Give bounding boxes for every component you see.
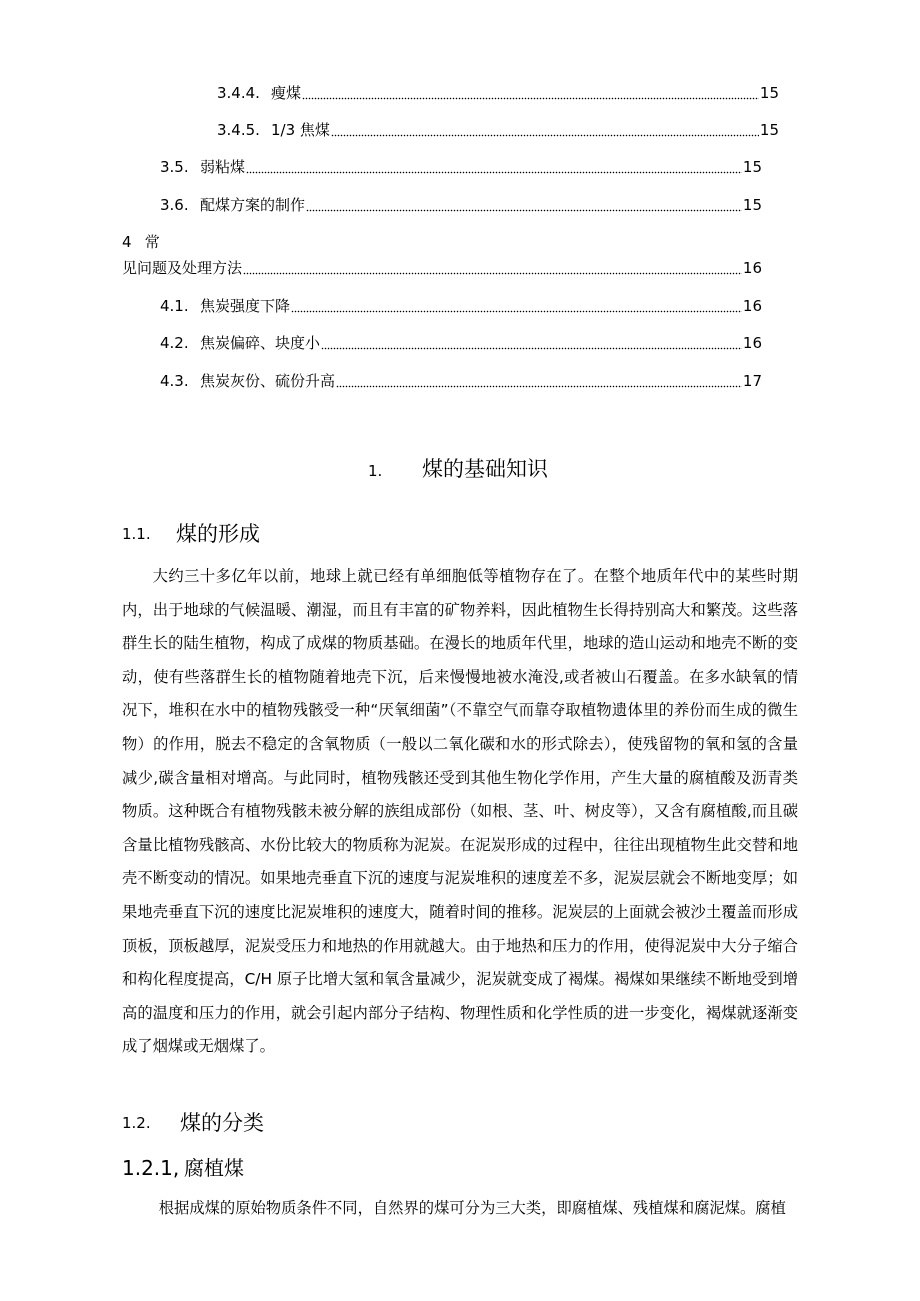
toc-number: 3.6. <box>160 196 189 214</box>
toc-title: 焦炭强度下降 <box>200 297 291 315</box>
toc-leader-dots <box>291 295 742 317</box>
toc-leader-dots <box>336 370 742 392</box>
toc-title: 焦炭偏碎、块度小 <box>200 334 321 352</box>
chapter-number: 1. <box>368 462 383 480</box>
toc-entry[interactable] <box>217 119 779 141</box>
toc-entry[interactable] <box>160 156 762 178</box>
toc-number: 4.3. <box>160 372 189 390</box>
section-number: 1.2. <box>122 1114 151 1132</box>
toc-number: 3.5. <box>160 158 189 176</box>
toc-title: 焦炭灰份、硫份升高 <box>200 372 336 390</box>
toc-number: 4 <box>122 233 132 251</box>
toc-page-number: 15 <box>742 158 762 176</box>
toc-page-number: 15 <box>759 121 779 139</box>
body-paragraph: 根据成煤的原始物质条件不同，自然界的煤可分为三大类，即腐植煤、残植煤和腐泥煤。腐植 <box>158 1199 786 1217</box>
toc-title-part1: 常 <box>144 233 160 251</box>
section-title: 煤的形成 <box>176 522 260 546</box>
toc-page-number: 16 <box>742 259 762 277</box>
toc-entry[interactable] <box>160 370 762 392</box>
section-heading <box>122 519 260 549</box>
toc-entry-chapter-4-line2[interactable] <box>122 257 762 279</box>
toc-leader-dots <box>331 119 759 141</box>
toc-entry[interactable] <box>160 332 762 354</box>
toc-entry[interactable] <box>217 82 779 104</box>
toc-title: 1/3 焦煤 <box>271 121 330 139</box>
toc-page-number: 17 <box>742 372 762 390</box>
chapter-title: 煤的基础知识 <box>422 457 548 481</box>
toc-page-number: 15 <box>742 196 762 214</box>
toc-entry-chapter-4-line1[interactable] <box>122 231 160 253</box>
toc-number: 3.4.5. <box>217 121 260 139</box>
toc-leader-dots <box>306 194 742 216</box>
section-number: 1.1. <box>122 525 151 543</box>
toc-number: 3.4.4. <box>217 84 260 102</box>
toc-number: 4.1. <box>160 297 189 315</box>
section-heading <box>122 1108 264 1138</box>
subsection-heading <box>122 1154 244 1182</box>
toc-leader-dots <box>321 332 742 354</box>
toc-entry[interactable] <box>160 194 762 216</box>
toc-page-number: 16 <box>742 334 762 352</box>
toc-title: 配煤方案的制作 <box>200 196 306 214</box>
subsection-number: 1.2.1, <box>122 1156 180 1180</box>
toc-leader-dots <box>246 156 742 178</box>
toc-leader-dots <box>243 257 742 279</box>
section-title: 煤的分类 <box>180 1111 264 1135</box>
toc-title-part2: 见问题及处理方法 <box>122 259 243 277</box>
toc-page-number: 15 <box>759 84 779 102</box>
toc-page-number: 16 <box>742 297 762 315</box>
toc-number: 4.2. <box>160 334 189 352</box>
toc-title: 弱粘煤 <box>200 158 246 176</box>
toc-leader-dots <box>302 82 759 104</box>
toc-entry[interactable] <box>160 295 762 317</box>
subsection-title: 腐植煤 <box>184 1156 244 1180</box>
toc-title: 瘦煤 <box>271 84 302 102</box>
body-paragraph: 大约三十多亿年以前，地球上就已经有单细胞低等植物存在了。在整个地质年代中的某些时期内，出于地球的气候温暖、潮湿，而且有丰富的矿物养料，因此植物生长得持别高大和繁茂。这些落群生长的陆生植物，构成了成煤的物质基础。在漫长的地质年代里，地球的造山运动和地壳不断的变动，使有些落群生长的植物随着地壳下沉，后来慢慢地被水淹没,或者被山石覆盖。在多水缺氧的情况下，堆积在水中的植物残骸受一种“厌氧细菌”（不靠空气而靠夺取植物遗体里的养份而生成的微生物）的作用，脱去不稳定的含氧物质（一般以二氧化碳和水的形式除去），使残留物的氧和氢的含量减少,碳含量相对增高。与此同时，植物残骸还受到其他生物化学作用，产生大量的腐植酸及沥青类物质。这种既合有植物残骸未被分解的族组成部份（如根、茎、叶、树皮等），又含有腐植酸,而且碳含量比植物残骸高、水份比较大的物质称为泥炭。在泥炭形成的过程中，往往出现植物生此交替和地壳不断变动的情况。如果地壳垂直下沉的速度与泥炭堆积的速度差不多，泥炭层就会不断地变厚；如果地壳垂直下沉的速度比泥炭堆积的速度大，随着时间的推移。泥炭层的上面就会被沙土覆盖而形成顶板，顶板越厚，泥炭受压力和地热的作用就越大。由于地热和压力的作用，使得泥炭中大分子缩合和构化程度提高，C/H 原子比增大氢和氧含量减少，泥炭就变成了褐煤。褐煤如果继续不断地受到增高的温度和压力的作用，就会引起内部分子结构、物理性质和化学性质的进一步变化，褐煤就逐渐变成了烟煤或无烟煤了。 <box>122 567 798 1056</box>
